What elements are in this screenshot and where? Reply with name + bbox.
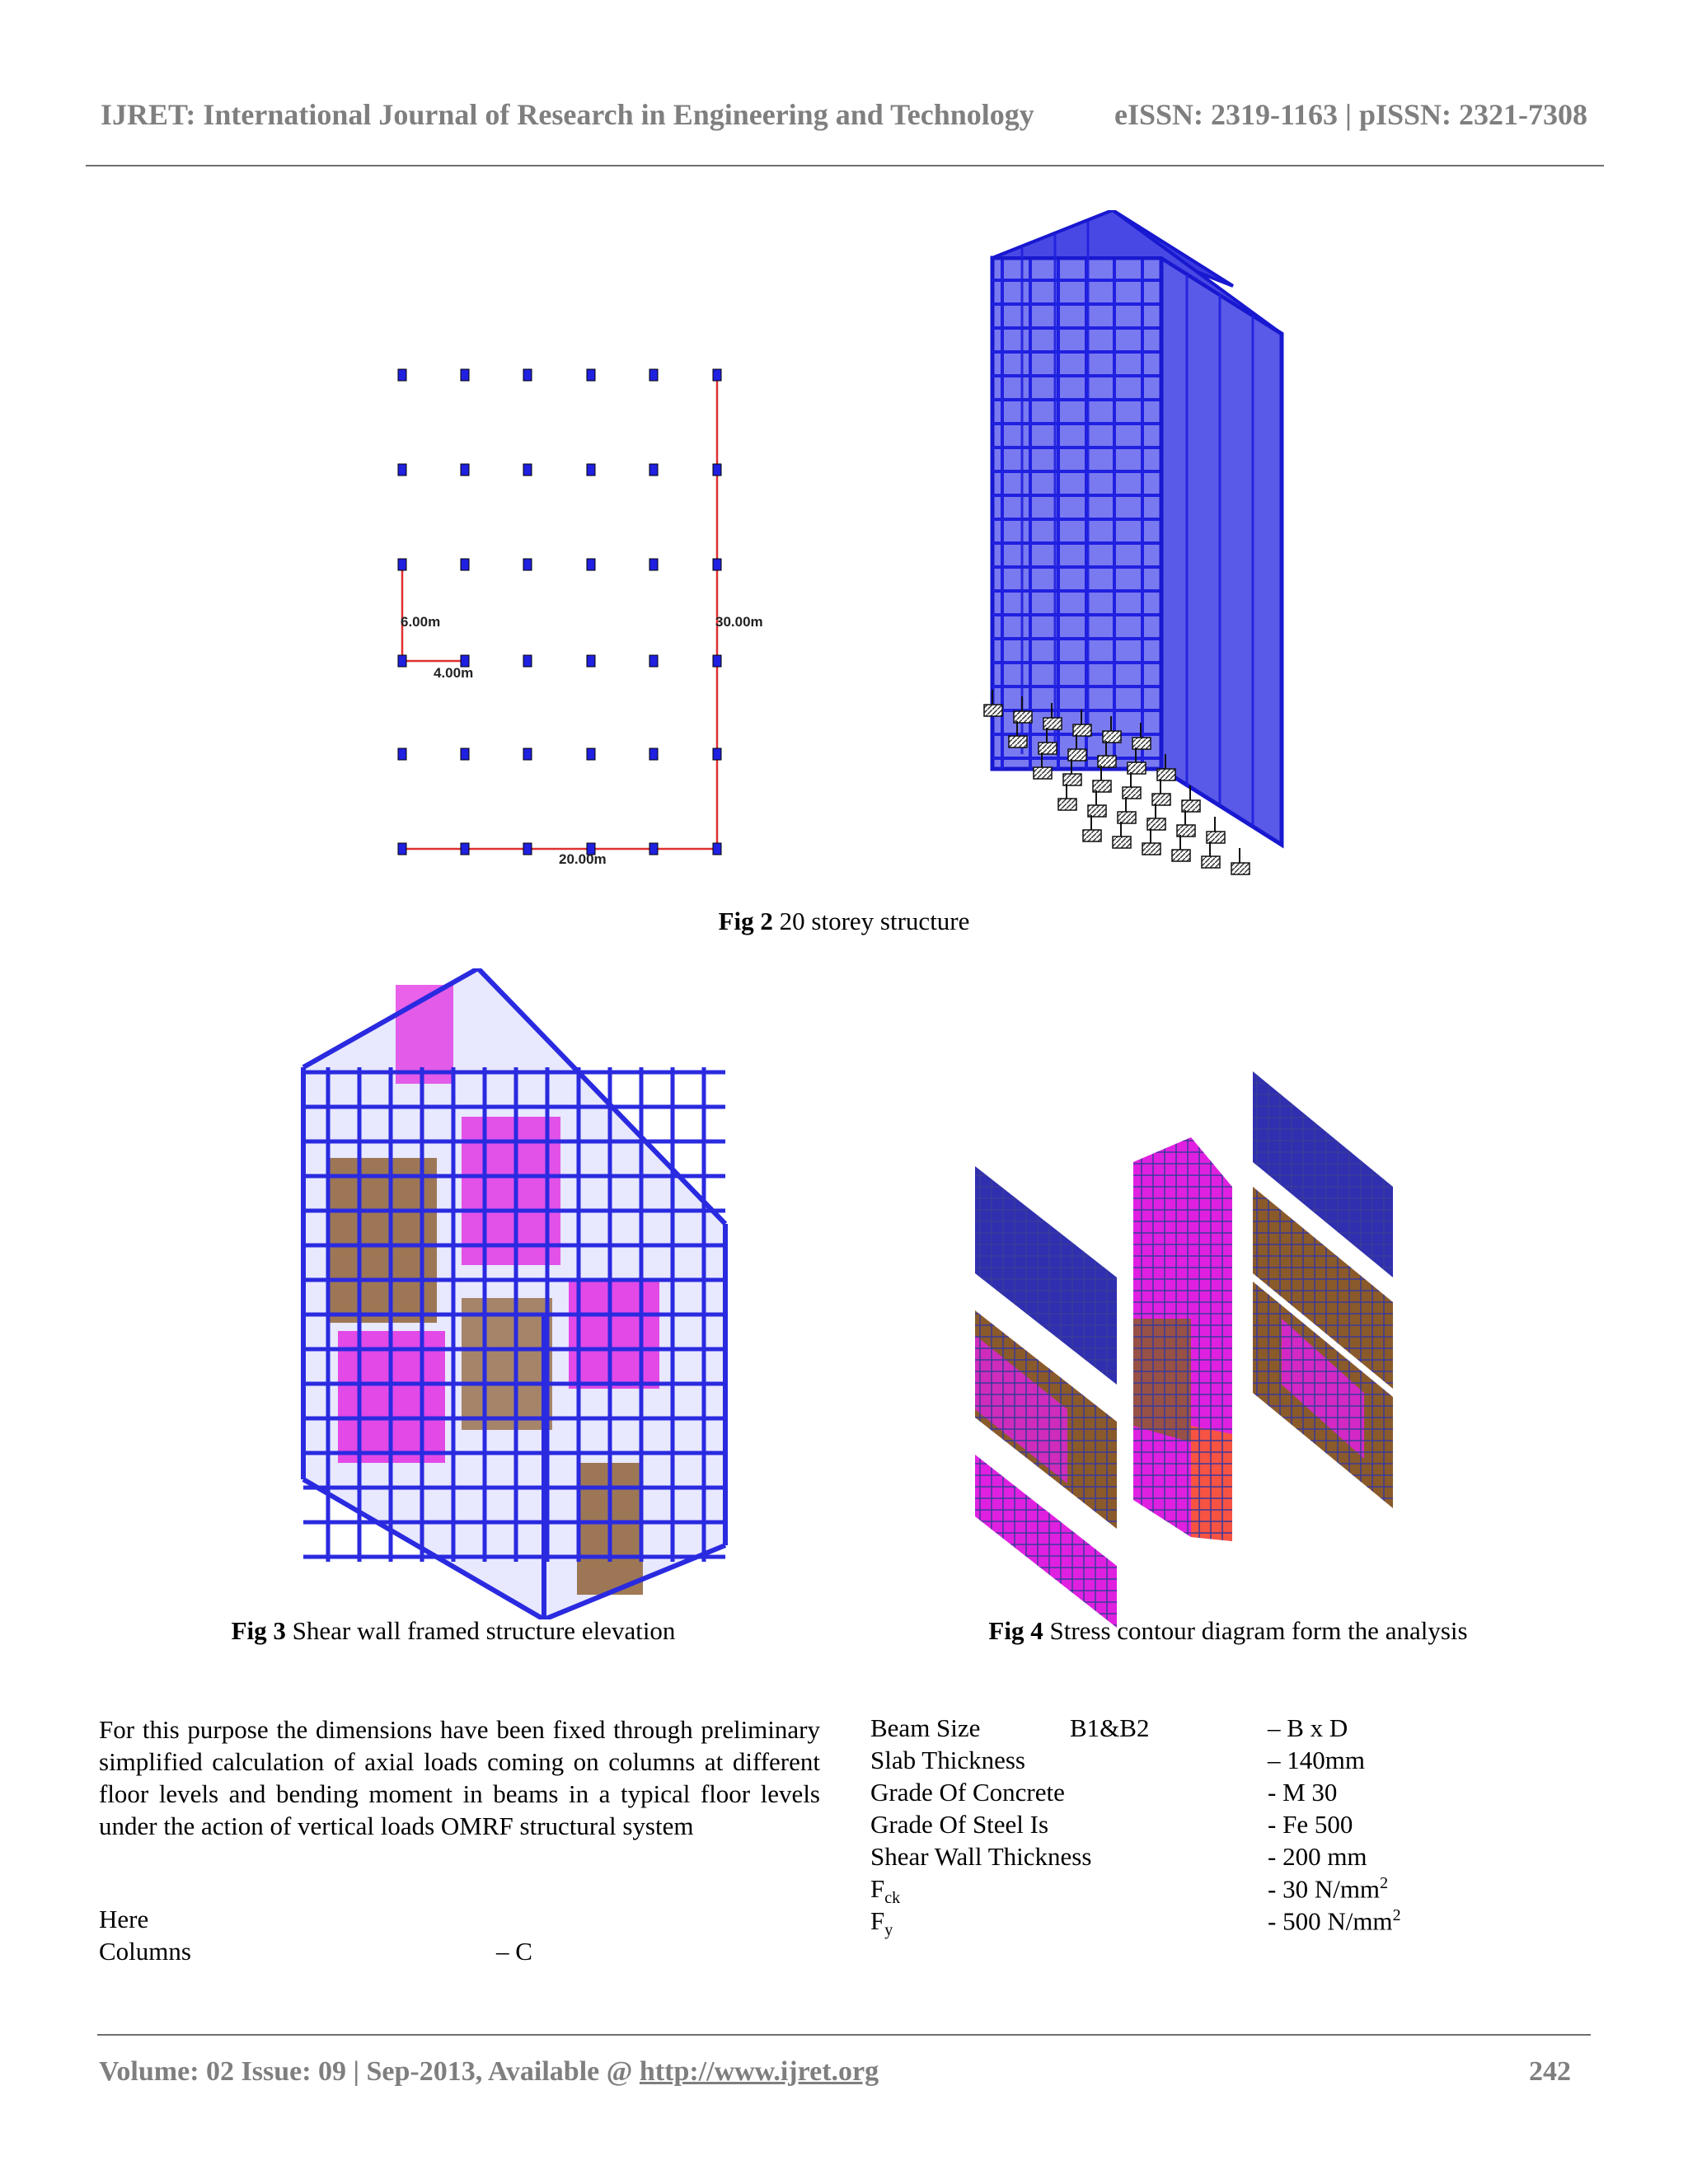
plan-column-marker [713,748,721,760]
plan-column-marker [398,464,406,476]
plan-column-marker [649,843,658,855]
plan-column-marker [587,655,595,667]
plan-column-marker [713,655,721,667]
plan-column-marker [713,559,721,570]
support-block [1177,825,1195,837]
plan-column-marker [649,369,658,381]
spec-steel-value: - Fe 500 [1268,1810,1353,1839]
dim-label-20m: 20.00m [559,851,607,867]
here-label: Here [99,1905,149,1933]
plan-column-marker [587,559,595,570]
support-block [1128,762,1146,774]
plan-column-marker [649,464,658,476]
fig2-caption-number: Fig 2 [718,907,773,935]
support-block [1039,743,1057,754]
spec-fck-value [1268,1874,1388,1904]
spec-fck-sup: 2 [1380,1874,1389,1892]
spec-beam-label: Beam Size [870,1713,981,1742]
fig2-plan-view [387,354,791,882]
body-paragraph: For this purpose the dimensions have been fixed through preliminary simplified calculation of axial loads coming on columns at different floor levels and bending moment in beams in a typical floor levels under the action of vertical loads OMRF structural system [99,1715,820,1840]
spec-concrete-label: Grade Of Concrete [870,1778,1065,1807]
plan-column-marker [461,843,469,855]
spec-fck-value-text: - 30 N/mm [1268,1874,1381,1904]
plan-column-marker [461,748,469,760]
fig2-3d-tower [973,210,1302,878]
support-block [1073,724,1091,736]
support-block [1068,749,1086,761]
spec-beam-value: – B x D [1268,1713,1348,1742]
spec-concrete-value: - M 30 [1268,1778,1338,1807]
support-block [1142,843,1160,855]
spec-fy-label [870,1906,893,1940]
spec-fy-sub: y [884,1921,893,1940]
columns-label: Columns [99,1937,191,1966]
plan-column-marker [461,464,469,476]
support-block [1063,774,1081,785]
columns-value: – C [496,1937,532,1966]
fig3-caption-number: Fig 3 [231,1616,286,1645]
issn-info: eISSN: 2319-1163 | pISSN: 2321-7308 [1114,98,1587,131]
plan-column-marker [523,655,532,667]
support-block [1118,812,1136,823]
plan-column-marker [461,559,469,570]
spec-fy-value [1268,1906,1401,1936]
spec-slab-label: Slab Thickness [870,1746,1025,1774]
support-block [1207,832,1225,843]
footer-volume [99,2056,879,2088]
support-block [1182,800,1200,812]
fig3-shear-wall-frame [297,968,742,1619]
spec-wall-value: - 200 mm [1268,1842,1367,1871]
support-block [1113,837,1131,848]
plan-column-marker [398,369,406,381]
support-block [1009,736,1027,748]
support-block [1172,850,1190,861]
plan-column-marker [398,843,406,855]
support-block [1058,799,1076,810]
plan-column-marker [649,748,658,760]
plan-column-marker [461,369,469,381]
plan-column-marker [713,369,721,381]
dim-label-6m: 6.00m [401,614,441,630]
support-block [1043,718,1062,729]
page-number: 242 [1529,2056,1571,2087]
fig2-caption-text: 20 storey structure [772,907,970,935]
support-block [1132,738,1151,749]
plan-column-marker [523,748,532,760]
support-block [1152,794,1170,805]
support-block [1202,856,1220,868]
plan-column-marker [523,559,532,570]
support-block [1034,767,1052,779]
support-block [1083,830,1101,841]
support-block [1093,780,1111,792]
support-block [1231,863,1250,874]
fig4-stress-contour [968,1071,1414,1632]
spec-fy-value-text: - 500 N/mm [1268,1906,1393,1936]
spec-fy-sup: 2 [1392,1906,1401,1924]
plan-column-grid [398,369,721,855]
plan-column-marker [398,559,406,570]
journal-title: IJRET: International Journal of Research in Engineering and Technology [101,98,1034,131]
plan-column-marker [398,748,406,760]
footer-rule [97,2034,1591,2036]
spec-steel-label: Grade Of Steel Is [870,1810,1049,1839]
support-block [984,705,1002,716]
plan-column-marker [587,748,595,760]
fig3-caption [157,1616,750,1646]
fig4-caption-text: Stress contour diagram form the analysis [1043,1616,1468,1645]
fig4-caption-number: Fig 4 [988,1616,1043,1645]
spec-wall-label: Shear Wall Thickness [870,1842,1092,1871]
spec-fck-sub: ck [884,1889,901,1908]
plan-column-marker [523,843,532,855]
plan-column-marker [587,369,595,381]
spec-slab-value: – 140mm [1268,1746,1365,1774]
support-block [1088,805,1106,817]
plan-column-marker [587,464,595,476]
dim-label-30m: 30.00m [715,614,763,630]
support-block [1098,756,1116,767]
plan-column-marker [649,655,658,667]
spec-fy-base: F [870,1906,885,1935]
support-block [1157,769,1175,780]
spec-fck-label [870,1874,900,1908]
header-rule [86,165,1604,166]
footer-url-link[interactable]: http://www.ijret.org [639,2056,879,2087]
plan-column-marker [713,843,721,855]
dim-label-4m: 4.00m [434,665,474,681]
fig2-caption [0,907,1688,936]
plan-column-marker [398,655,406,667]
spec-beam-mid: B1&B2 [1070,1713,1150,1742]
fig3-caption-text: Shear wall framed structure elevation [285,1616,676,1645]
support-block [1103,731,1121,743]
support-block [1123,787,1141,799]
fig4-caption [907,1616,1550,1646]
plan-column-marker [649,559,658,570]
support-block [1014,711,1032,723]
plan-column-marker [523,369,532,381]
footer-volume-text: Volume: 02 Issue: 09 | Sep-2013, Available @ [99,2056,640,2087]
support-block [1147,818,1165,830]
plan-column-marker [523,464,532,476]
spec-fck-base: F [870,1874,885,1903]
plan-column-marker [713,464,721,476]
